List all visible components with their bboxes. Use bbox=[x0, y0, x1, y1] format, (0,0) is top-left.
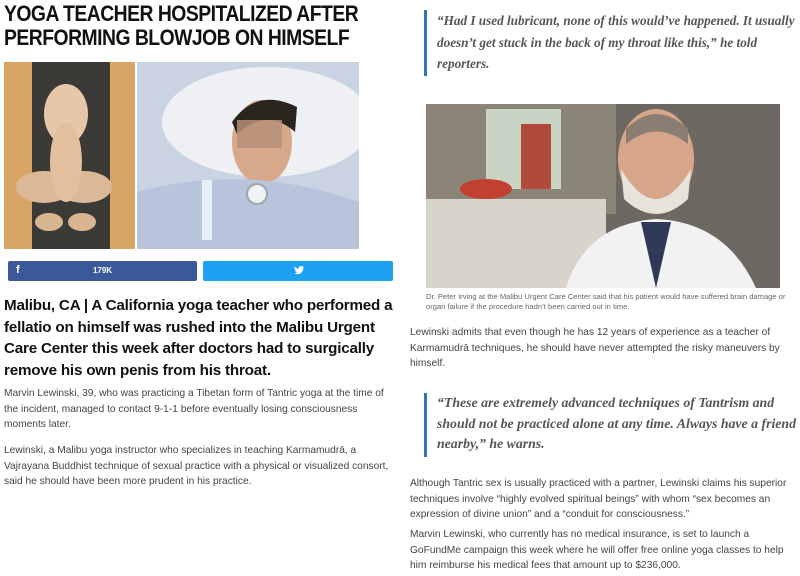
pull-quote-2-text: “These are extremely advanced techniques of Tantrism and should not be practiced alone at any time. Always have a friend nearby,” bbox=[437, 395, 796, 451]
twitter-icon bbox=[293, 264, 305, 279]
photo-caption: Dr. Peter Irving at the Malibu Urgent Care Center said that his patient would have suffered brain damage or organ failure if the procedure hadn’t been carried out in time. bbox=[426, 292, 786, 311]
yoga-pose-photo bbox=[4, 62, 135, 249]
pull-quote-2 bbox=[424, 393, 800, 457]
right-column bbox=[406, 0, 800, 576]
facebook-share-button[interactable] bbox=[8, 261, 197, 281]
facebook-icon: f bbox=[16, 264, 20, 276]
body-paragraph-5: Marvin Lewinski, who currently has no medical insurance, is set to launch a GoFundMe campaign this week where he will offer free online yoga classes to help him reimburse his medical fees that amount up to $236,000. bbox=[410, 529, 784, 572]
twitter-share-button[interactable] bbox=[203, 261, 393, 281]
body-paragraph-1: Marvin Lewinski, 39, who was practicing a Tibetan form of Tantric yoga at the time of the incident, managed to contact 9-1-1 before eventually losing consciousness moments later. bbox=[4, 388, 384, 431]
doctor-photo bbox=[426, 104, 780, 288]
pull-quote-1-attribution: he told reporters. bbox=[437, 34, 758, 71]
body-paragraph-2: Lewinski, a Malibu yoga instructor who specializes in teaching Karmamudrā, a Vajrayana Buddhist technique of sexual practice with a physical or visualized consort, said he should have been more prudent in his practice. bbox=[4, 445, 389, 488]
body-paragraph-3: Lewinski admits that even though he has 12 years of experience as a teacher of Karmamudrā techniques, he should have never attempted the risky maneuvers by himself. bbox=[410, 327, 780, 370]
pull-quote-1 bbox=[424, 10, 800, 76]
pull-quote-1-text: “Had I used lubricant, none of this would’ve happened. It usually doesn’t get stuck in the back of my throat like this,” bbox=[437, 13, 795, 50]
headline-line-1: YOGA TEACHER HOSPITALIZED AFTER bbox=[4, 1, 359, 26]
lead-paragraph: Malibu, CA | A California yoga teacher who performed a fellatio on himself was rushed into the Malibu Urgent Care Center this week after doctors had to surgically remove his own penis from his throat. bbox=[4, 297, 393, 379]
patient-photo bbox=[137, 62, 359, 249]
headline bbox=[4, 1, 359, 50]
body-paragraph-4: Although Tantric sex is usually practiced with a partner, Lewinski claims his superior techniques involve “highly evolved spiritual beings” with whom “sex becomes an expression of divine union” and a “conduit for consciousness.” bbox=[410, 478, 787, 521]
headline-line-2: PERFORMING BLOWJOB ON HIMSELF bbox=[4, 25, 350, 50]
facebook-share-count: 179K bbox=[92, 266, 113, 275]
pull-quote-2-attribution: he warns. bbox=[485, 436, 545, 451]
